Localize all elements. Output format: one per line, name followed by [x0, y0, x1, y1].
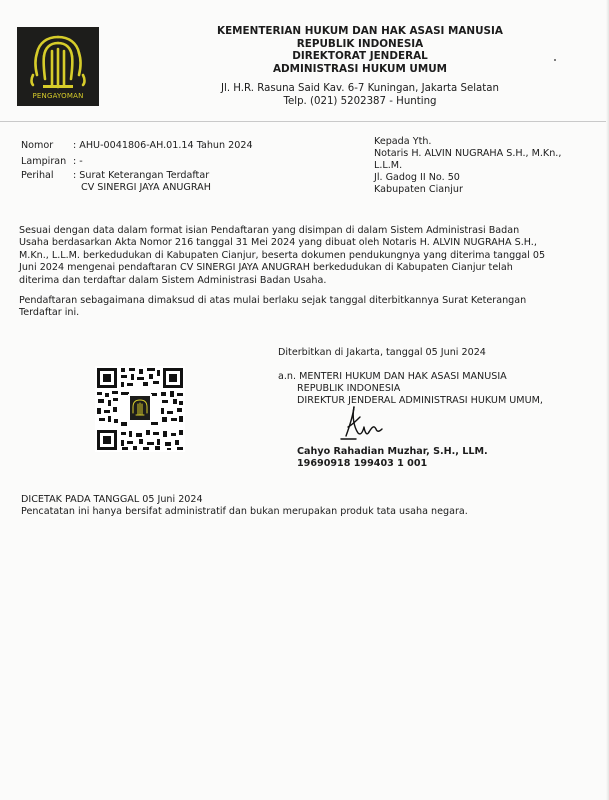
recipient-street: Jl. Gadog II No. 50 [374, 172, 460, 183]
verification-qr-code [95, 366, 185, 452]
on-behalf-title: DIREKTUR JENDERAL ADMINISTRASI HUKUM UMUM, [297, 395, 543, 406]
on-behalf-line: a.n. MENTERI HUKUM DAN HAK ASASI MANUSIA [278, 371, 507, 382]
nomor-value: : AHU-0041806-AH.01.14 Tahun 2024 [73, 140, 253, 151]
phone-line: Telp. (021) 5202387 - Hunting [283, 95, 437, 107]
speck [554, 59, 556, 61]
lampiran-value: : - [73, 156, 83, 167]
body-paragraph-1 [19, 225, 594, 287]
letterhead-title [160, 25, 560, 75]
disclaimer-note: Pencatatan ini hanya bersifat administratif dan bukan merupakan produk tata usaha negara. [21, 506, 468, 517]
body-line: Juni 2024 mengenai pendaftaran CV SINERGI JAYA ANUGRAH berkedudukan di Kabupaten Cianjur telah [19, 262, 513, 274]
handwritten-signature [336, 403, 396, 443]
recipient-name: Notaris H. ALVIN NUGRAHA S.H., M.Kn., [374, 148, 562, 159]
body-line: Terdaftar ini. [19, 307, 80, 319]
letterhead-address [160, 83, 560, 108]
body-line: M.Kn., L.L.M. berkedudukan di Kabupaten Cianjur, beserta dokumen pendukungnya yang diterima tanggal 05 [19, 249, 546, 261]
body-line: Usaha berdasarkan Akta Nomor 216 tanggal 31 Mei 2024 yang dibuat oleh Notaris H. ALVIN NUGRAHA S.H., [19, 237, 537, 249]
on-behalf-country: REPUBLIK INDONESIA [297, 383, 401, 394]
body-line: Pendaftaran sebagaimana dimaksud di atas mulai berlaku sejak tanggal diterbitkannya Surat Keterangan [19, 295, 527, 306]
logo-caption: PENGAYOMAN [32, 92, 84, 100]
body-line: Sesuai dengan data dalam format isian Pendaftaran yang disimpan di dalam Sistem Administrasi Badan [19, 225, 520, 236]
printed-date: DICETAK PADA TANGGAL 05 Juni 2024 [21, 494, 203, 505]
directorate-sub: ADMINISTRASI HUKUM UMUM [273, 62, 447, 75]
header-divider [0, 121, 609, 122]
nomor-label: Nomor [21, 140, 54, 151]
signatory-nip: 19690918 199403 1 001 [297, 458, 428, 469]
perihal-label: Perihal [21, 170, 54, 181]
directorate-name: DIREKTORAT JENDERAL [292, 50, 428, 62]
lampiran-label: Lampiran [21, 156, 67, 167]
signatory-name: Cahyo Rahadian Muzhar, S.H., LLM. [297, 446, 488, 457]
recipient-city: Kabupaten Cianjur [374, 184, 463, 195]
country-name: REPUBLIK INDONESIA [296, 37, 424, 50]
body-line: diterima dan terdaftar dalam Sistem Administrasi Badan Usaha. [19, 274, 327, 286]
address-line: Jl. H.R. Rasuna Said Kav. 6-7 Kuningan, Jakarta Selatan [221, 83, 499, 94]
recipient-salutation: Kepada Yth. [374, 136, 432, 147]
perihal-value: : Surat Keterangan Terdaftar [73, 170, 210, 181]
body-paragraph-2 [19, 295, 594, 320]
ministry-name: KEMENTERIAN HUKUM DAN HAK ASASI MANUSIA [217, 25, 503, 37]
recipient-title: L.L.M. [374, 160, 403, 171]
pengayoman-logo [17, 27, 99, 106]
perihal-company: CV SINERGI JAYA ANUGRAH [81, 182, 211, 193]
issue-place-date: Diterbitkan di Jakarta, tanggal 05 Juni 2024 [278, 347, 486, 358]
